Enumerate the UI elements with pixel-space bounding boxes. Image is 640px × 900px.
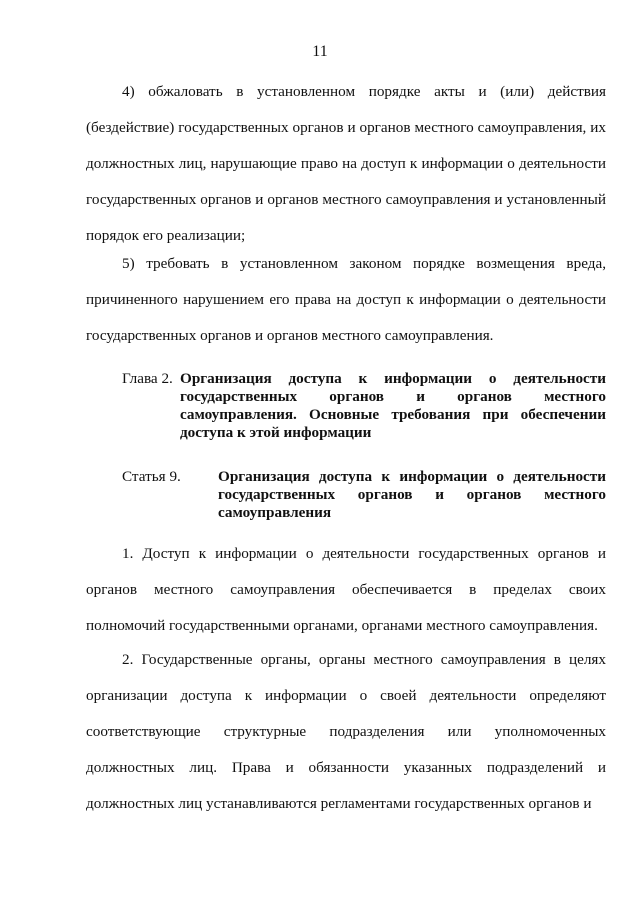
article-label: Статья 9.: [122, 468, 181, 485]
article-paragraph-1: 1. Доступ к информации о деятельности государственных органов и органов местного самоуправления обеспечивается в пределах своих полномочий государственными органами, органами местного самоуправления.: [86, 545, 606, 634]
page-number: 11: [312, 43, 328, 60]
article-title: Организация доступа к информации о деятельности государственных органов и органов местного самоуправления: [218, 468, 606, 521]
paragraph-item-4: 4) обжаловать в установленном порядке акты и (или) действия (бездействие) государственных органов и органов местного самоуправления, их должностных лиц, нарушающие право на доступ к информации о деятельности государственных органов и органов местного самоуправления и установленный порядок его реализации;: [86, 83, 606, 244]
paragraph-item-5: 5) требовать в установленном законом порядке возмещения вреда, причиненного нарушением его права на доступ к информации о деятельности государственных органов и органов местного самоуправления.: [86, 255, 606, 344]
article-paragraph-2: 2. Государственные органы, органы местного самоуправления в целях организации доступа к информации о своей деятельности определяют соответствующие структурные подразделения или уполномоченных должностных лиц. Права и обязанности указанных подразделений и должностных лиц устанавливаются регламентами государственных органов и: [86, 651, 606, 812]
chapter-label: Глава 2.: [122, 370, 173, 387]
chapter-heading: [122, 370, 606, 442]
article-heading: [122, 468, 606, 522]
chapter-title: Организация доступа к информации о деятельности государственных органов и органов местного самоуправления. Основные требования при обеспечении доступа к этой информации: [180, 370, 606, 441]
